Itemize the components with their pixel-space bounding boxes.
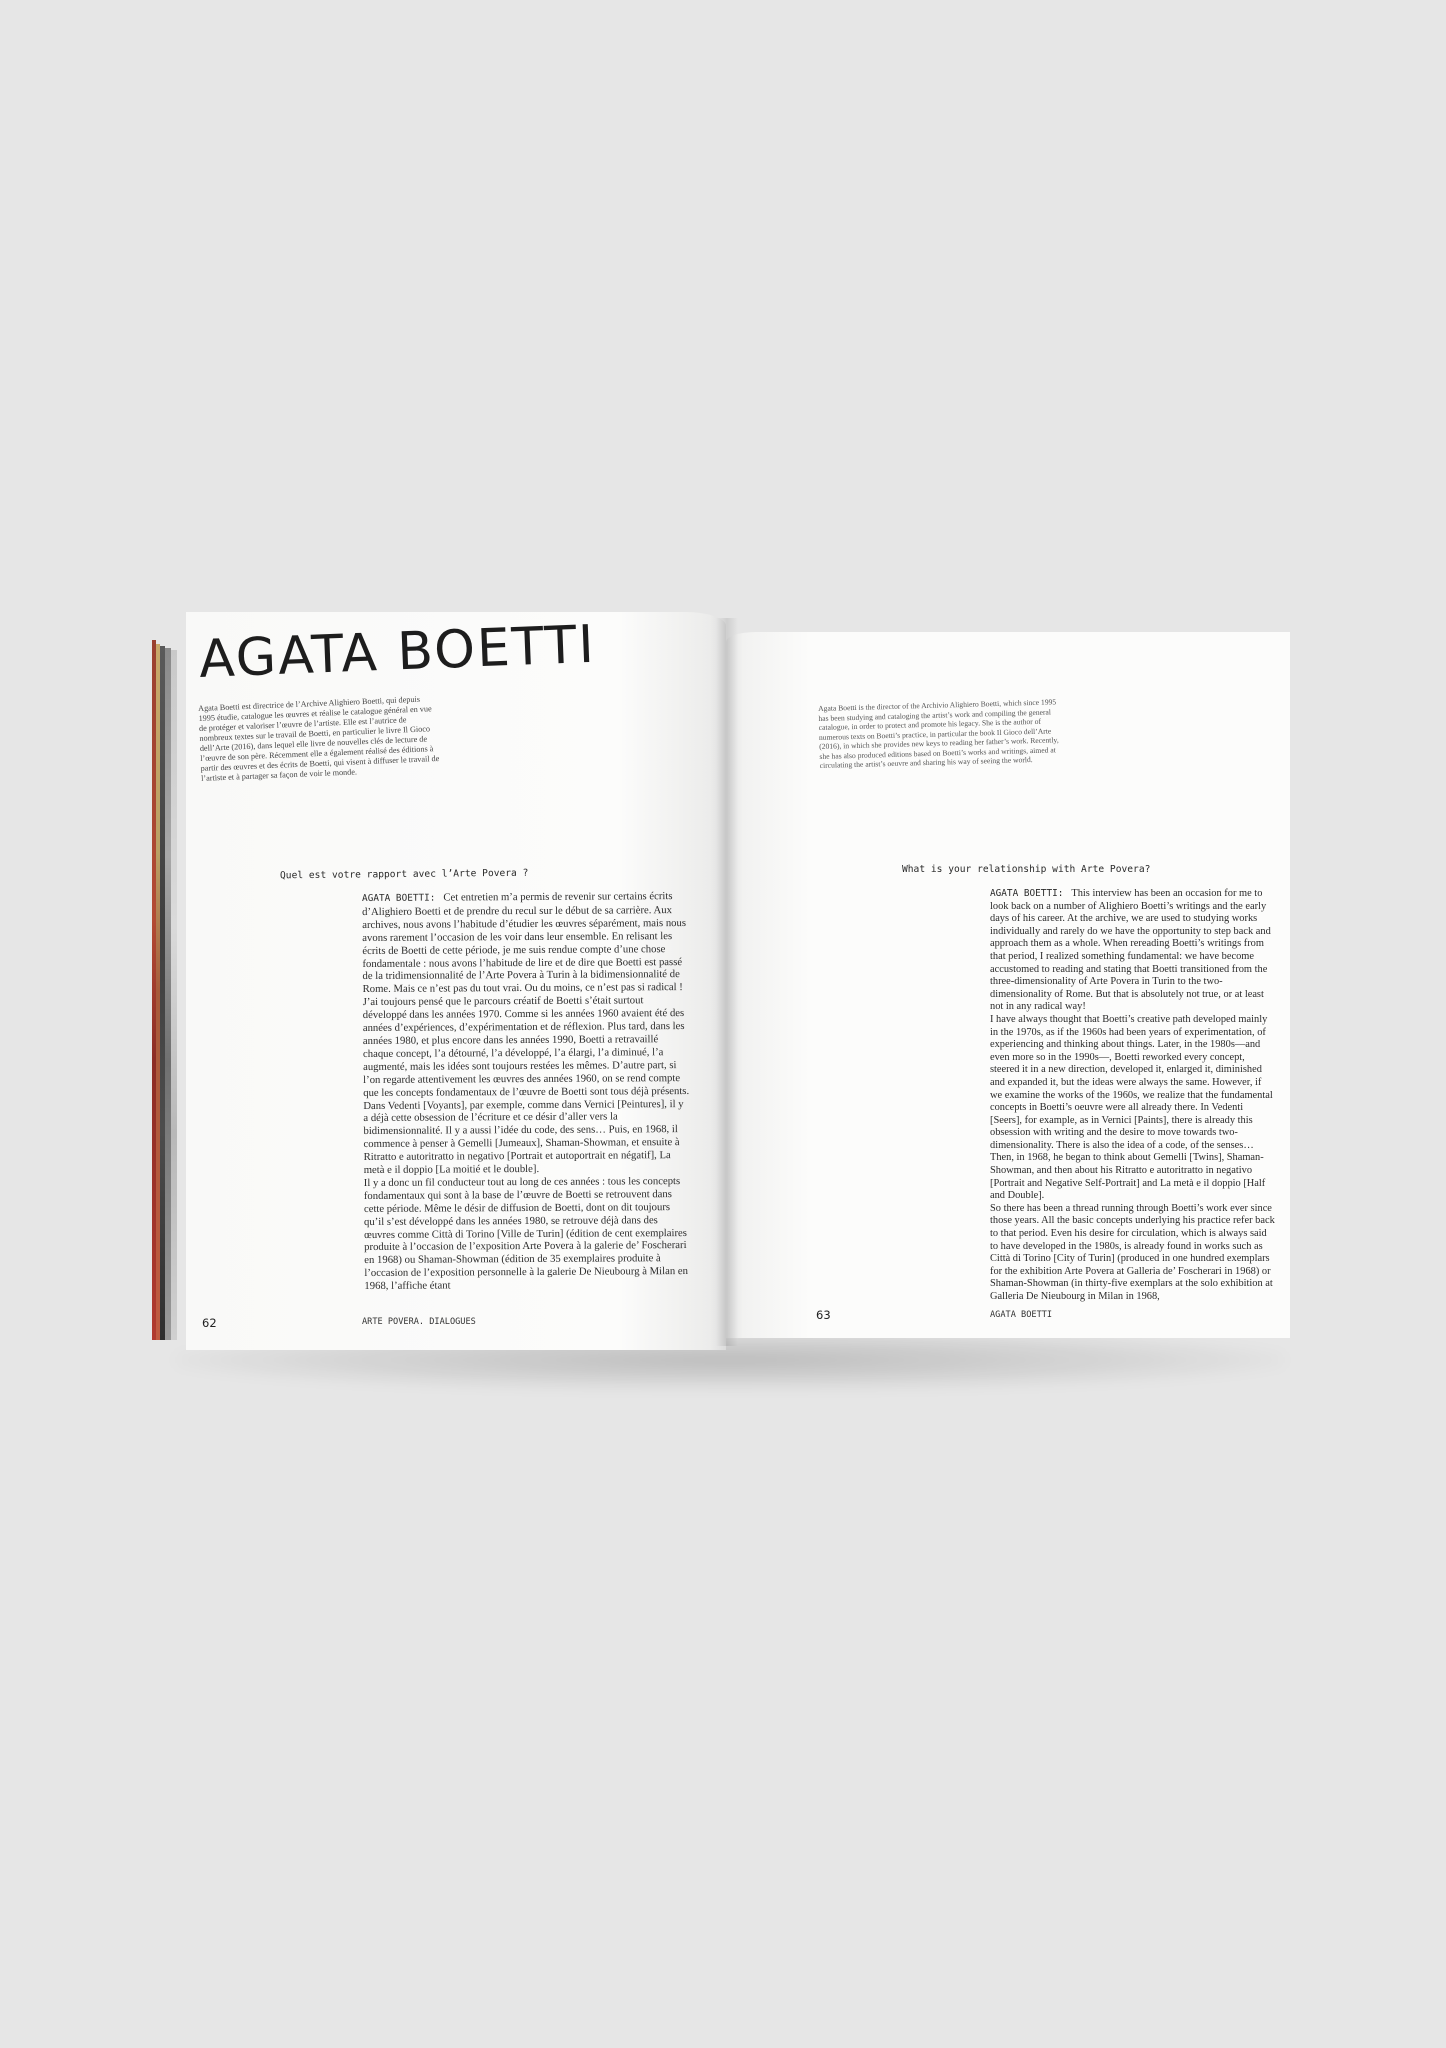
paragraph: I have always thought that Boetti’s creative path developed mainly in the 1970s, as if the 1960s had been years of experimentation, of experiencing and thinking about things. Later, in the 1980s—and even more so in the 1990s—, Boetti reworked every concept, steered it in a new direction, developed it, enlarged it, diminished and expanded it, but the ideas were always the same. However, if we examine the works of the 1960s, we realize that the fundamental concepts in Boetti’s oeuvre were all already there. In Vedenti [Seers], for example, as in Vernici [Paints], there is already this obsession with writing and the desire to move towards two-dimensionality. There is also the idea of a code, of the senses… Then, in 1968, he began to think about Gemelli [Twins], Shaman-Showman, and then about his Ritratto e autoritratto in negativo [Portrait and Negative Self-Portrait] and La metà e il doppio [Half and Double]. [990,1013,1273,1202]
page-edges [150,640,186,1340]
page-number: 63 [816,1308,831,1322]
paragraph: This interview has been an occasion for me to look back on a number of Alighiero Boetti’s writings and the early days of his career. At the archive, we are used to studying works individually and rarely do we have the opportunity to step back and approach them as a whole. When rereading Boetti’s writings from that period, I realized something fundamental: we have become accustomed to reading and stating that Boetti transitioned from the three-dimensionality of Arte Povera in Turin to the two-dimensionality of Rome. But that is absolutely not true, or at least not in any radical way! [990,888,1271,1013]
right-page [726,632,1290,1338]
speaker-label: AGATA BOETTI: [990,888,1064,899]
speaker-label: AGATA BOETTI: [362,892,436,904]
author-bio-fr: Agata Boetti est directrice de l’Archive Alighiero Boetti, qui depuis 1995 étudie, catalogue les œuvres et réalise le catalogue général en vue de protéger et valoriser l’œuvre de l’artiste. Elle est l’autrice de nombreux textes sur le travail de Boetti, en particulier le livre Il Gioco dell’Arte (2016), dans lequel elle livre de nouvelles clés de lecture de l’œuvre de son père. Récemment elle a également réalisé des éditions à partir des œuvres et des écrits de Boetti, qui visent à diffuser le travail de l’artiste et à partager sa façon de voir le monde. [198,694,440,783]
paragraph: Il y a donc un fil conducteur tout au long de ces années : tous les concepts fondamentaux qui sont à la base de l’œuvre de Boetti se retrouvent dans cette période. Même le désir de diffusion de Boetti, dont on dit toujours qu’il s’est développé dans les années 1980, se retrouve déjà dans des œuvres comme Città di Torino [Ville de Turin] (édition de cent exemplaires produite à l’occasion de l’exposition Arte Povera à la galerie de’ Foscherari en 1968) ou Shaman-Showman (édition de 35 exemplaires produite à l’occasion de l’exposition personnelle à la galerie De Nieubourg à Milan en 1968, l’affiche étant [363,1174,688,1293]
interview-question-fr: Quel est votre rapport avec l’Arte Povera ? [279,867,529,882]
running-head: ARTE POVERA. DIALOGUES [362,1317,476,1327]
left-page [186,612,726,1350]
running-head: AGATA BOETTI [990,1310,1053,1320]
book-gutter [716,618,738,1346]
paragraph: Cet entretien m’a permis de revenir sur certains écrits d’Alighiero Boetti et de prendre du recul sur le début de sa carrière. Aux archives, nous avons l’habitude d’étudier les œuvres séparément, mais nous avons rarement l’occasion de les voir dans leur ensemble. En relisant les écrits de Boetti de cette période, je me suis rendue compte d’une chose fondamentale : nous avons l’habitude de lire et de dire que Boetti est passé de la tridimensionnalité de l’Arte Povera à Turin à la bidimensionnalité de Rome. Mais ce n’est pas du tout vrai. Ou du moins, ce n’est pas si radical ! [362,890,687,996]
interview-answer-fr [362,890,690,1293]
page-number: 62 [202,1316,217,1330]
author-bio-en: Agata Boetti is the director of the Archivio Alighiero Boetti, which since 1995 has been studying and cataloging the artist’s work and compiling the general catalogue, in order to protect and promote his legacy. She is the author of numerous texts on Boetti’s practice, in particular the book Il Gioco dell’Arte (2016), in which she provides new keys to reading her father’s work. Recently, she has also produced editions based on Boetti’s works and writings, aimed at circulating the artist’s oeuvre and sharing his way of seeing the world. [818,697,1059,770]
paragraph: J’ai toujours pensé que le parcours créatif de Boetti s’était surtout développé dans les années 1970. Comme si les années 1960 avaient été des années d’expériences, d’expérimentation et de réflexion. Plus tard, dans les années 1980, et plus encore dans les années 1990, Boetti a retravaillé chaque concept, l’a détourné, l’a développé, l’a élargi, l’a diminué, l’a augmenté, mais les idées sont toujours restées les mêmes. D’autre part, si l’on regarde attentivement les œuvres des années 1960, on se rend compte que les concepts fondamentaux de l’œuvre de Boetti sont tous déjà présents. Dans Vedenti [Voyants], par exemple, comme dans Vernici [Peintures], il y a déjà cette obsession de l’écriture et ce désir d’aller vers la bidimensionnalité. Il y a aussi l’idée du code, des sens… Puis, en 1968, il commence à penser à Gemelli [Jumeaux], Shaman-Showman, et ensuite à Ritratto e autoritratto in negativo [Portrait et autoportrait en négatif], La metà e il doppio [La moitié et le double]. [362,994,690,1177]
interview-answer-en [990,888,1276,1304]
page-title: AGATA BOETTI [198,614,597,690]
paragraph: So there has been a thread running through Boetti’s work ever since those years. All the basic concepts underlying his practice refer back to that period. Even his desire for circulation, which is always said to have developed in the 1980s, is already found in works such as Città di Torino [City of Turin] (produced in one hundred exemplars for the exhibition Arte Povera at Galleria de’ Foscherari in 1968) or Shaman-Showman (in thirty-five exemplars at the solo exhibition at Galleria De Nieubourg in Milan in 1968, [990,1202,1275,1302]
interview-question-en: What is your relationship with Arte Povera? [902,864,1151,875]
